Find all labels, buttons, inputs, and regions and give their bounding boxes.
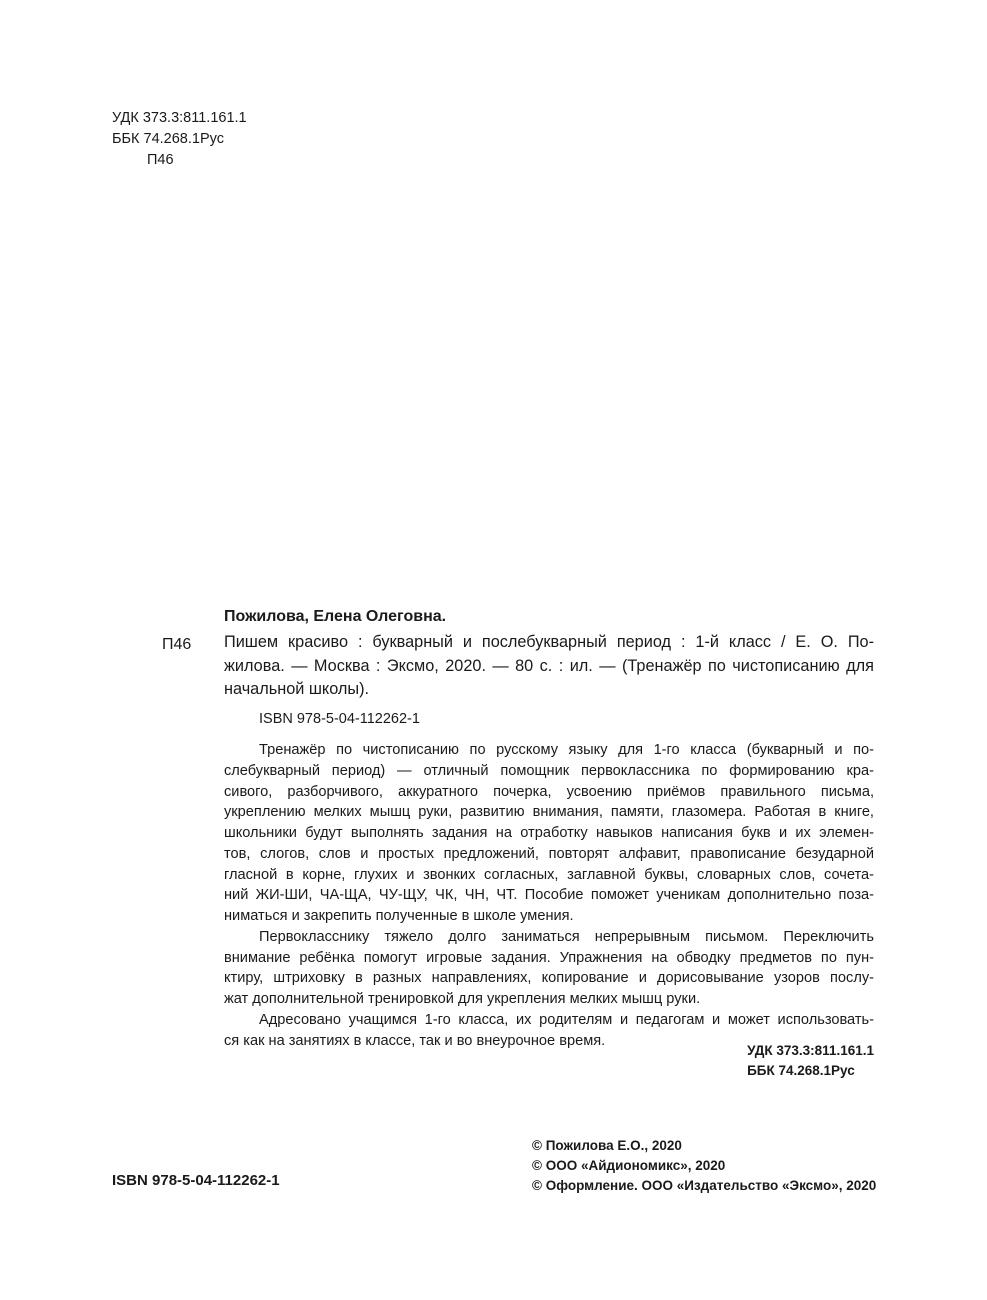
- annotation-line: школьники будут выполнять задания на отработку навыков написания букв и их элемен-: [224, 825, 874, 841]
- bbk-code: ББК 74.268.1Рус: [112, 131, 224, 147]
- annotation-line: ний ЖИ-ШИ, ЧА-ЩА, ЧУ-ЩУ, ЧК, ЧН, ЧТ. Пособие поможет ученикам дополнительно поза-: [224, 887, 874, 904]
- udk-code-footer: УДК 373.3:811.161.1: [747, 1043, 874, 1058]
- description-line: начальной школы).: [224, 680, 370, 699]
- annotation-line: ниматься и закрепить полученные в школе умения.: [224, 908, 574, 924]
- isbn-footer: ISBN 978-5-04-112262-1: [112, 1172, 280, 1189]
- bbk-code-footer: ББК 74.268.1Рус: [747, 1063, 855, 1078]
- isbn-inline: ISBN 978-5-04-112262-1: [259, 711, 420, 727]
- author-mark: П46: [147, 152, 174, 168]
- annotation-line: гласной в корне, глухих и звонких согласных, заглавной буквы, словарных слов, сочета-: [224, 866, 874, 883]
- annotation-line: сивого, разборчивого, аккуратного почерка, усвоению приёмов правильного письма,: [224, 783, 874, 800]
- udk-code: УДК 373.3:811.161.1: [112, 110, 247, 126]
- annotation-line: Первокласснику тяжело долго заниматься непрерывным письмом. Переключить: [259, 928, 874, 945]
- copyright-block: [532, 1136, 876, 1196]
- top-classification-codes: [112, 108, 247, 171]
- description-line: жилова. — Москва : Эксмо, 2020. — 80 с. : ил. — (Тренажёр по чистописанию для: [224, 656, 874, 675]
- annotation-line: укреплению мелких мышц руки, развитию внимания, памяти, глазомера. Работая в книге,: [224, 804, 874, 821]
- annotation-line: ктиру, штриховку в разных направлениях, копирование и дорисовывание узоров послу-: [224, 970, 874, 987]
- bibliographic-description: [224, 631, 874, 702]
- copyright-line: © ООО «Айдиономикс», 2020: [532, 1158, 726, 1173]
- annotation-line: ся как на занятиях в классе, так и во внеурочное время.: [224, 1032, 606, 1049]
- copyright-line: © Оформление. ООО «Издательство «Эксмо», 2020: [532, 1178, 877, 1193]
- annotation-line: внимание ребёнка помогут игровые задания. Упражнения на обводку предметов по пун-: [224, 949, 874, 966]
- description-line: Пишем красиво : букварный и послебукварный период : 1-й класс / Е. О. По-: [224, 633, 874, 651]
- copyright-line: © Пожилова Е.О., 2020: [532, 1138, 682, 1153]
- annotation-line: Адресовано учащимся 1-го класса, их родителям и педагогам и может использовать-: [259, 1011, 874, 1028]
- annotation-text: [224, 740, 874, 1051]
- footer-classification-codes: [747, 1041, 874, 1081]
- annotation-line: слебукварный период) — отличный помощник первоклассника по формированию кра-: [224, 762, 874, 779]
- annotation-line: жат дополнительной тренировкой для укрепления мелких мышц руки.: [224, 991, 701, 1007]
- annotation-line: тов, слогов, слов и простых предложений, повторят алфавит, правописание безударной: [224, 845, 874, 862]
- author-name: Пожилова, Елена Олеговна.: [224, 608, 447, 625]
- author-mark-side: П46: [162, 636, 192, 653]
- annotation-line: Тренажёр по чистописанию по русскому языку для 1-го класса (букварный и по-: [259, 742, 874, 758]
